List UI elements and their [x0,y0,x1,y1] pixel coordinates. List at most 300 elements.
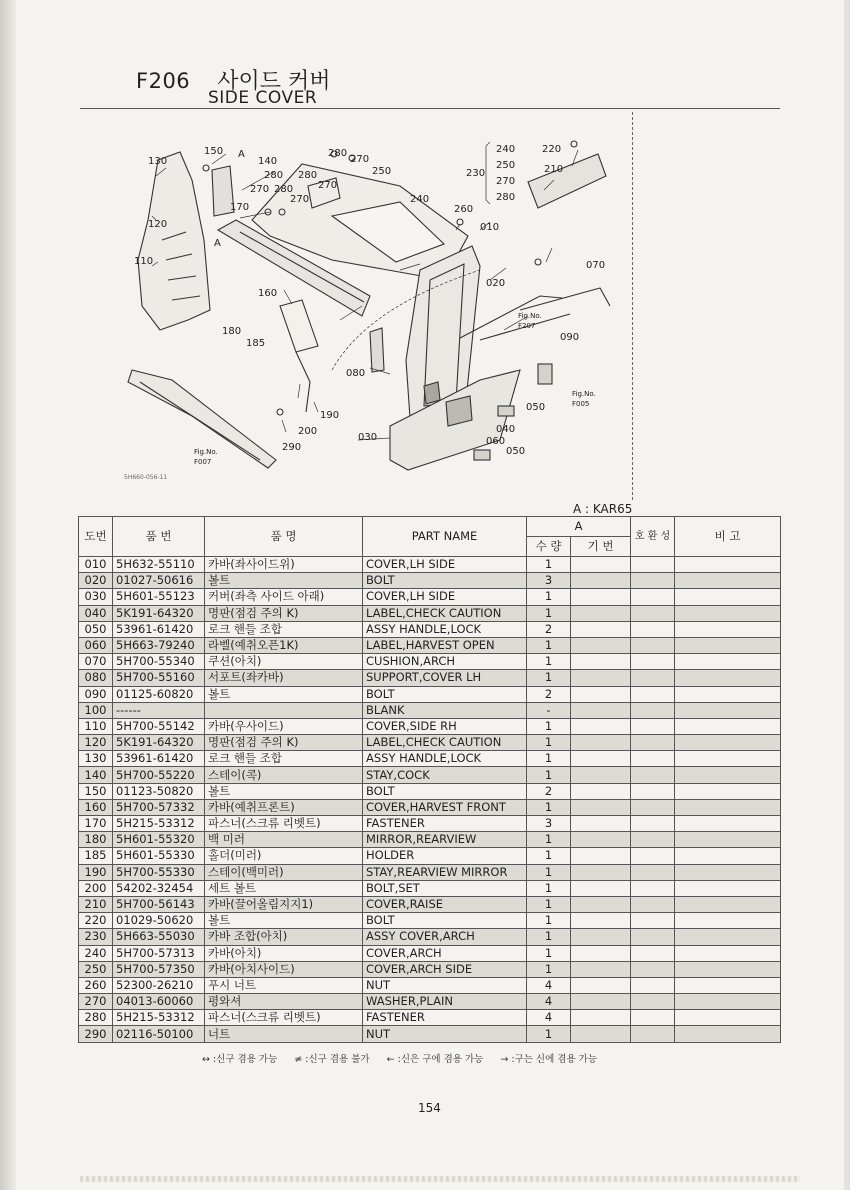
header-rule [80,108,780,109]
cell-part-name: NUT [363,1026,527,1042]
cell-part-name: BOLT [363,573,527,589]
cell-remarks [675,735,781,751]
legend-item: ← :신은 구에 겸용 가능 [386,1054,484,1065]
variant-label: A : KAR65 [573,502,633,516]
cell-part-name: LABEL,CHECK CAUTION [363,605,527,621]
table-row [79,816,781,832]
cell-interchange [631,767,675,783]
cell-qty: 4 [527,1010,571,1026]
cell-interchange [631,832,675,848]
part-080-shape [370,328,384,372]
legend-item: ↔ :신구 겸용 가능 [202,1054,278,1065]
cell-name-ko: 볼트 [205,686,363,702]
callout-280-c: 280 [298,170,318,181]
cell-qty: 1 [527,799,571,815]
cell-part-no: 5H700-57350 [113,961,205,977]
cell-ref: 140 [79,767,113,783]
callout-030: 030 [358,432,378,443]
cell-name-ko: 스테이(백미러) [205,864,363,880]
cell-part-no: 5K191-64320 [113,605,205,621]
header-ref: 도번 [79,517,113,557]
cell-name-ko: 파스너(스크류 리벳트) [205,816,363,832]
cell-part-no: 5H601-55330 [113,848,205,864]
cell-part-name: HOLDER [363,848,527,864]
callout-180: 180 [222,326,242,337]
callout-f207: F207 [518,322,536,330]
cell-base [571,929,631,945]
cell-qty: 1 [527,1026,571,1042]
cell-name-ko: 카바(아치) [205,945,363,961]
cell-remarks [675,702,781,718]
part-210-shape [528,154,606,208]
cell-interchange [631,1026,675,1042]
cell-remarks [675,816,781,832]
cell-remarks [675,621,781,637]
header-qty: 수 량 [527,537,571,557]
table-row [79,573,781,589]
cell-part-name: FASTENER [363,816,527,832]
cell-remarks [675,654,781,670]
cell-part-name: CUSHION,ARCH [363,654,527,670]
legend-item: ≠ :신구 겸용 불가 [294,1054,370,1065]
table-row [79,913,781,929]
cell-remarks [675,929,781,945]
table-row [79,557,781,573]
callout-270-a: 270 [350,154,370,165]
cell-ref: 040 [79,605,113,621]
cell-name-ko: 카바(아치사이드) [205,961,363,977]
callout-230: 230 [466,168,486,179]
cell-remarks [675,994,781,1010]
cell-base [571,605,631,621]
cell-base [571,913,631,929]
cell-remarks [675,718,781,734]
cell-remarks [675,783,781,799]
cell-qty: 1 [527,880,571,896]
cell-qty: 1 [527,945,571,961]
cell-ref: 270 [79,994,113,1010]
cell-part-no: 5H700-55330 [113,864,205,880]
cell-base [571,1026,631,1042]
cell-interchange [631,961,675,977]
callout-040: 040 [496,424,516,435]
cell-name-ko: 명판(점검 주의 K) [205,735,363,751]
cell-part-no: 01123-50820 [113,783,205,799]
cell-qty: 2 [527,621,571,637]
cell-part-name: ASSY HANDLE,LOCK [363,751,527,767]
cell-name-ko: 볼트 [205,783,363,799]
callout-200: 200 [298,426,318,437]
cell-ref: 210 [79,896,113,912]
callout-185: 185 [246,338,266,349]
cell-remarks [675,686,781,702]
title-korean: 사이드 커버 [217,69,331,94]
cell-base [571,880,631,896]
callout-210: 210 [544,164,564,175]
cell-base [571,832,631,848]
cell-name-ko: 카바 조합(아치) [205,929,363,945]
cell-interchange [631,605,675,621]
header-part-name: PART NAME [363,517,527,557]
cell-part-no: ------ [113,702,205,718]
cell-qty: 1 [527,557,571,573]
cell-remarks [675,1026,781,1042]
callout-050-a: 050 [526,402,546,413]
table-row [79,686,781,702]
diagram-divider [632,112,633,500]
cell-base [571,686,631,702]
cell-base [571,896,631,912]
cell-interchange [631,783,675,799]
cell-base [571,994,631,1010]
cell-qty: 1 [527,896,571,912]
table-row [79,848,781,864]
header-group-a: A [527,517,631,537]
cell-part-name: COVER,SIDE RH [363,718,527,734]
callout-170: 170 [230,202,250,213]
cell-part-no: 04013-60060 [113,994,205,1010]
cell-remarks [675,864,781,880]
cell-ref: 090 [79,686,113,702]
cell-part-no: 53961-61420 [113,621,205,637]
cell-part-no: 5H601-55123 [113,589,205,605]
cell-interchange [631,880,675,896]
cell-name-ko: 서포트(좌카바) [205,670,363,686]
callout-280-d: 280 [274,184,294,195]
cell-qty: 1 [527,913,571,929]
cell-name-ko: 명판(점검 주의 K) [205,605,363,621]
table-row [79,605,781,621]
cell-ref: 030 [79,589,113,605]
cell-qty: 2 [527,686,571,702]
cell-part-no: 5H215-53312 [113,1010,205,1026]
cell-part-no: 5H663-55030 [113,929,205,945]
cell-name-ko: 카바(좌사이드위) [205,557,363,573]
cell-part-name: WASHER,PLAIN [363,994,527,1010]
cell-part-name: BOLT [363,686,527,702]
cell-qty: 1 [527,864,571,880]
cell-part-name: STAY,REARVIEW MIRROR [363,864,527,880]
cell-base [571,816,631,832]
table-row [79,1010,781,1026]
part-110-shape [138,152,210,330]
cell-part-name: FASTENER [363,1010,527,1026]
cell-part-no: 5H700-55142 [113,718,205,734]
cell-remarks [675,557,781,573]
cell-interchange [631,864,675,880]
cell-part-name: BOLT [363,913,527,929]
cell-remarks [675,977,781,993]
cell-ref: 130 [79,751,113,767]
cell-part-name: LABEL,CHECK CAUTION [363,735,527,751]
callout-150: 150 [204,146,224,157]
callout-fig-no-f207: Fig.No. [518,312,542,320]
callout-f005: F005 [572,400,590,408]
cell-ref: 185 [79,848,113,864]
cell-name-ko: 카바(예취프론트) [205,799,363,815]
cell-remarks [675,751,781,767]
cell-base [571,977,631,993]
table-row [79,702,781,718]
table-row [79,864,781,880]
cell-name-ko: 로크 핸들 조합 [205,621,363,637]
cell-qty: 3 [527,573,571,589]
cell-remarks [675,945,781,961]
cell-ref: 180 [79,832,113,848]
cell-base [571,767,631,783]
cell-ref: 260 [79,977,113,993]
cell-name-ko: 푸시 너트 [205,977,363,993]
page-binding-edge [0,0,16,1190]
callout-270-c: 270 [250,184,270,195]
table-row [79,670,781,686]
callout-120: 120 [148,219,168,230]
callout-090: 090 [560,332,580,343]
cell-remarks [675,637,781,653]
cell-qty: 1 [527,718,571,734]
callout-290: 290 [282,442,302,453]
table-row [79,994,781,1010]
cell-interchange [631,621,675,637]
cell-part-no: 52300-26210 [113,977,205,993]
cell-base [571,848,631,864]
callout-270-b: 270 [318,180,338,191]
page-number: 154 [418,1101,441,1115]
cell-interchange [631,913,675,929]
callout-f007: F007 [194,458,212,466]
cell-ref: 080 [79,670,113,686]
cell-ref: 120 [79,735,113,751]
cell-qty: 1 [527,767,571,783]
cell-remarks [675,880,781,896]
cell-interchange [631,637,675,653]
cell-base [571,573,631,589]
table-row [79,637,781,653]
cell-part-name: MIRROR,REARVIEW [363,832,527,848]
cell-remarks [675,605,781,621]
cell-interchange [631,816,675,832]
cell-interchange [631,896,675,912]
table-row [79,718,781,734]
cell-name-ko: 쿠션(아치) [205,654,363,670]
cell-interchange [631,573,675,589]
cell-part-no: 5H215-53312 [113,816,205,832]
title-english: SIDE COVER [208,88,318,108]
parts-table-body [79,557,781,1043]
cell-part-no: 01027-50616 [113,573,205,589]
table-row [79,896,781,912]
cell-ref: 290 [79,1026,113,1042]
cell-interchange [631,670,675,686]
table-row [79,929,781,945]
callout-fig-no-f005: Fig.No. [572,390,596,398]
cell-ref: 160 [79,799,113,815]
cell-part-name: COVER,HARVEST FRONT [363,799,527,815]
cell-remarks [675,1010,781,1026]
cell-name-ko: 백 미러 [205,832,363,848]
cell-qty: 2 [527,783,571,799]
cell-qty: 1 [527,735,571,751]
callout-280-b: 280 [264,170,284,181]
callout-280-a: 280 [328,148,348,159]
cell-qty: 1 [527,929,571,945]
cell-interchange [631,977,675,993]
cell-part-name: COVER,ARCH [363,945,527,961]
callout-140: 140 [258,156,278,167]
cell-part-name: NUT [363,977,527,993]
cell-interchange [631,848,675,864]
table-row [79,589,781,605]
cell-qty: 1 [527,637,571,653]
cell-qty: 1 [527,848,571,864]
cell-interchange [631,718,675,734]
cell-qty: 1 [527,961,571,977]
cell-name-ko: 볼트 [205,573,363,589]
header-remarks: 비 고 [675,517,781,557]
table-row [79,751,781,767]
callout-010: 010 [480,222,500,233]
cell-ref: 070 [79,654,113,670]
cell-base [571,670,631,686]
table-row [79,654,781,670]
table-row [79,832,781,848]
cell-name-ko: 라벨(예취오픈1K) [205,637,363,653]
cell-part-name: SUPPORT,COVER LH [363,670,527,686]
cell-ref: 240 [79,945,113,961]
cell-part-name: LABEL,HARVEST OPEN [363,637,527,653]
cell-name-ko: 카바(끌어올림지지1) [205,896,363,912]
callout-110: 110 [134,256,154,267]
cell-base [571,557,631,573]
cell-name-ko: 커버(좌측 사이드 아래) [205,589,363,605]
callout-220: 220 [542,144,562,155]
cell-remarks [675,670,781,686]
cell-interchange [631,654,675,670]
cell-part-no: 5H601-55320 [113,832,205,848]
callout-240-a: 240 [410,194,430,205]
callout-070: 070 [586,260,606,271]
table-row [79,783,781,799]
cell-part-no: 5H700-56143 [113,896,205,912]
callout-250-a: 250 [372,166,392,177]
exploded-parts-diagram [100,120,640,500]
cell-ref: 100 [79,702,113,718]
table-row [79,1026,781,1042]
cell-name-ko: 세트 볼트 [205,880,363,896]
cell-ref: 060 [79,637,113,653]
table-row [79,735,781,751]
cell-ref: 020 [79,573,113,589]
cell-interchange [631,1010,675,1026]
callout-250-b: 250 [496,160,516,171]
header-base: 기 번 [571,537,631,557]
cell-part-no: 5H632-55110 [113,557,205,573]
cell-part-no: 5H663-79240 [113,637,205,653]
cell-interchange [631,686,675,702]
callout-280-e: 280 [496,192,516,203]
cell-base [571,702,631,718]
table-row [79,767,781,783]
cell-part-no: 01125-60820 [113,686,205,702]
cell-base [571,864,631,880]
section-code: F206 [136,69,191,93]
cell-base [571,637,631,653]
cell-base [571,589,631,605]
cell-interchange [631,929,675,945]
page-right-edge [844,0,850,1190]
cell-part-no: 5H700-57313 [113,945,205,961]
cell-ref: 230 [79,929,113,945]
cell-qty: 1 [527,605,571,621]
cell-interchange [631,994,675,1010]
callout-fig-no-f007: Fig.No. [194,448,218,456]
cell-remarks [675,896,781,912]
cell-part-no: 5H700-55160 [113,670,205,686]
table-row [79,977,781,993]
cell-name-ko: 홀더(미러) [205,848,363,864]
cell-base [571,735,631,751]
cell-base [571,783,631,799]
cell-name-ko: 너트 [205,1026,363,1042]
callout-A-2: A [214,238,221,249]
cell-interchange [631,702,675,718]
cell-part-name: COVER,ARCH SIDE [363,961,527,977]
cell-base [571,799,631,815]
callout-060: 060 [486,436,506,447]
cell-base [571,945,631,961]
cell-base [571,1010,631,1026]
table-row [79,961,781,977]
bottom-edge-shading [80,1176,800,1182]
cell-name-ko [205,702,363,718]
cell-part-name: BOLT [363,783,527,799]
table-row [79,621,781,637]
cell-ref: 280 [79,1010,113,1026]
header-interchange: 호 환 성 [631,517,675,557]
cell-qty: 4 [527,977,571,993]
cell-remarks [675,913,781,929]
cell-interchange [631,589,675,605]
compatibility-legend [202,1051,611,1065]
cell-interchange [631,735,675,751]
cell-part-name: BOLT,SET [363,880,527,896]
table-row [79,799,781,815]
cell-qty: 1 [527,670,571,686]
parts-table [78,516,781,1043]
cell-part-no: 53961-61420 [113,751,205,767]
cell-name-ko: 파스너(스크류 리벳트) [205,1010,363,1026]
cell-qty: 4 [527,994,571,1010]
cell-name-ko: 볼트 [205,913,363,929]
cell-ref: 190 [79,864,113,880]
cell-name-ko: 평와셔 [205,994,363,1010]
cell-interchange [631,799,675,815]
cell-base [571,621,631,637]
callout-270-e: 270 [496,176,516,187]
header-part-no: 품 번 [113,517,205,557]
cell-part-name: ASSY COVER,ARCH [363,929,527,945]
cell-interchange [631,945,675,961]
diagram-code: 5H660-056-11 [124,474,168,481]
cell-ref: 150 [79,783,113,799]
cell-qty: 1 [527,654,571,670]
table-row [79,880,781,896]
cell-ref: 200 [79,880,113,896]
callout-020: 020 [486,278,506,289]
cell-part-name: COVER,LH SIDE [363,589,527,605]
cell-part-name: STAY,COCK [363,767,527,783]
cell-remarks [675,832,781,848]
